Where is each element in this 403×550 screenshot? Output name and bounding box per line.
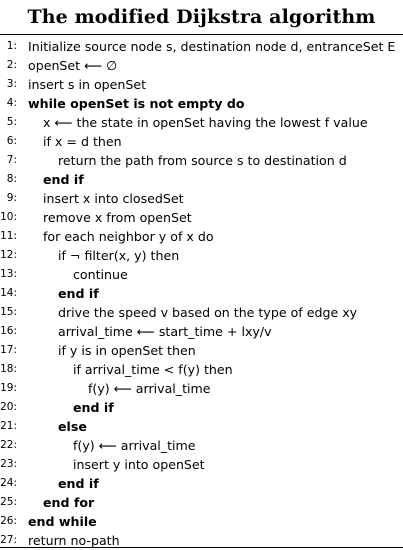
algorithm-line	[0, 436, 403, 455]
algorithm-line	[0, 227, 403, 246]
line-text: f(y) ⟵ arrival_time	[88, 381, 211, 396]
line-number: 27:	[0, 534, 17, 546]
algorithm-line	[0, 94, 403, 113]
line-number: 8:	[6, 173, 17, 185]
line-number: 16:	[0, 325, 17, 337]
algorithm-line	[0, 341, 403, 360]
line-text: end for	[43, 495, 95, 510]
line-text: end if	[43, 172, 84, 187]
line-number: 5:	[6, 116, 17, 128]
line-number: 17:	[0, 344, 17, 356]
line-text: remove x from openSet	[43, 210, 192, 225]
line-number: 24:	[0, 477, 17, 489]
line-number: 2:	[6, 59, 17, 71]
line-number: 9:	[6, 192, 17, 204]
line-text: insert s in openSet	[28, 77, 147, 92]
line-text: insert x into closedSet	[43, 191, 184, 206]
line-number: 20:	[0, 401, 17, 413]
line-number: 3:	[6, 78, 17, 90]
line-text: return no-path	[28, 533, 120, 548]
line-text: Initialize source node s, destination node d, entranceSet E	[28, 39, 396, 54]
algorithm-line	[0, 379, 403, 398]
line-text: drive the speed v based on the type of edge xy	[58, 305, 358, 320]
line-number: 26:	[0, 515, 17, 527]
line-number: 7:	[6, 154, 17, 166]
line-text: end if	[58, 286, 99, 301]
line-text: if ¬ filter(x, y) then	[58, 248, 180, 263]
algorithm-line	[0, 284, 403, 303]
line-text: return the path from source s to destination d	[58, 153, 347, 168]
line-number: 13:	[0, 268, 17, 280]
line-number: 10:	[0, 211, 17, 223]
line-text: openSet ⟵ ∅	[28, 58, 118, 73]
algorithm-line	[0, 360, 403, 379]
algorithm-line	[0, 37, 403, 56]
line-text: f(y) ⟵ arrival_time	[73, 438, 196, 453]
algorithm-title: The modified Dijkstra algorithm	[27, 6, 376, 28]
line-number: 12:	[0, 249, 17, 261]
line-number: 15:	[0, 306, 17, 318]
line-number: 21:	[0, 420, 17, 432]
algorithm-line	[0, 208, 403, 227]
algorithm-line	[0, 493, 403, 512]
bottom-rule	[0, 547, 403, 548]
algorithm-lines	[0, 37, 403, 550]
line-number: 11:	[0, 230, 17, 242]
line-text: insert y into openSet	[73, 457, 205, 472]
algorithm-line	[0, 417, 403, 436]
line-number: 1:	[6, 40, 17, 52]
algorithm-line	[0, 474, 403, 493]
algorithm-line	[0, 398, 403, 417]
line-text: arrival_time ⟵ start_time + lxy/v	[58, 324, 272, 339]
line-text: continue	[73, 267, 128, 282]
algorithm-line	[0, 322, 403, 341]
line-text: for each neighbor y of x do	[43, 229, 214, 244]
line-number: 23:	[0, 458, 17, 470]
algorithm-line	[0, 512, 403, 531]
line-number: 22:	[0, 439, 17, 451]
top-rule	[0, 34, 403, 35]
line-number: 14:	[0, 287, 17, 299]
line-number: 25:	[0, 496, 17, 508]
algorithm-line	[0, 151, 403, 170]
line-number: 18:	[0, 363, 17, 375]
algorithm-line	[0, 455, 403, 474]
line-number: 6:	[6, 135, 17, 147]
algorithm-line	[0, 303, 403, 322]
algorithm-line	[0, 265, 403, 284]
algorithm-line	[0, 132, 403, 151]
line-text: if arrival_time < f(y) then	[73, 362, 233, 377]
algorithm-line	[0, 56, 403, 75]
line-text: while openSet is not empty do	[28, 96, 245, 111]
algorithm-line	[0, 189, 403, 208]
algorithm-line	[0, 170, 403, 189]
line-text: end if	[73, 400, 114, 415]
line-text: else	[58, 419, 87, 434]
line-text: end while	[28, 514, 97, 529]
line-text: end if	[58, 476, 99, 491]
algorithm-line	[0, 75, 403, 94]
algorithm-line	[0, 246, 403, 265]
line-text: x ⟵ the state in openSet having the lowest f value	[43, 115, 368, 130]
line-text: if y is in openSet then	[58, 343, 196, 358]
line-number: 4:	[6, 97, 17, 109]
algorithm-line	[0, 113, 403, 132]
line-number: 19:	[0, 382, 17, 394]
line-text: if x = d then	[43, 134, 122, 149]
